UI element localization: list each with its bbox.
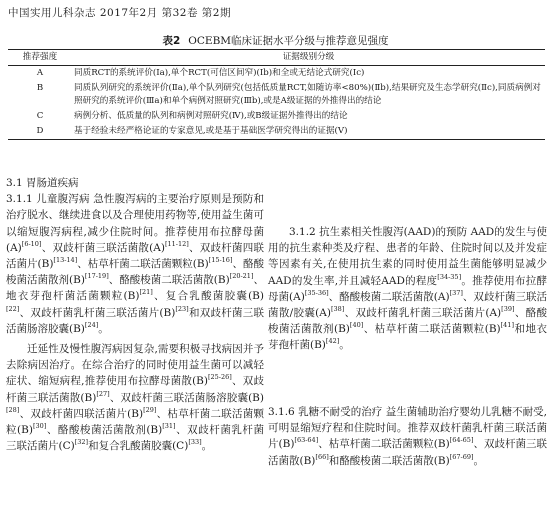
citation: [20-21] <box>229 272 254 281</box>
grade-cell: A <box>36 68 44 78</box>
citation: [25-26] <box>207 373 232 382</box>
table-row <box>8 81 545 109</box>
paragraph-diarrhea: 3.1.1 儿童腹泻病 急性腹泻病的主要治疗原则是预防和治疗脱水、继续进食以及合理使用药物等,使用益生菌可以缩短腹泻病程,减少住院时间。推荐使用布拉酵母菌(A)[6-10]、双歧杆菌三联活菌散(A)[11-12]、双歧杆菌四联活菌片(B)[13-14]、枯草杆菌二联活菌颗粒(B)[15-16]、酪酸梭菌活菌散剂(B)[17-19]、酪酸梭菌二联活菌散(B)[20-21]、地衣芽孢杆菌活菌颗粒(B)[21]、复合乳酸菌胶囊(B)[22]、双歧杆菌乳杆菌三联活菌片(B)[23]和双歧杆菌三联活菌肠溶胶囊(B)[24]。 <box>6 193 265 335</box>
header-evidence-level: 证据级别分级 <box>72 50 545 66</box>
citation: [41] <box>500 321 514 330</box>
citation: [21] <box>139 288 153 297</box>
paragraph-chronic-diarrhea: 迁延性及慢性腹泻病因复杂,需要积极寻找病因并予去除病因治疗。在综合治疗的同时使用益生菌可以减轻症状、缩短病程,推荐使用布拉酵母菌散(B)[25-26]、双歧杆菌三联活菌散(B)[27]、双歧杆菌三联活菌肠溶胶囊(B)[28]、双歧杆菌四联活菌片(B)[29]、枯草杆菌二联活菌颗粒(B)[30]、酪酸梭菌活菌散剂(B)[31]、双歧杆菌乳杆菌三联活菌片(C)[32]和复合乳酸菌胶囊(C)[33]。 <box>6 343 265 453</box>
citation: [37] <box>449 288 463 297</box>
citation: [27] <box>96 389 110 398</box>
table-header-row <box>8 50 545 66</box>
left-column <box>6 175 264 454</box>
table-row <box>8 109 545 124</box>
citation: [39] <box>501 305 515 314</box>
citation: [38] <box>330 305 345 314</box>
citation: [64-65] <box>449 436 474 445</box>
citation: [15-16] <box>208 256 233 265</box>
table-row <box>8 66 545 82</box>
right-column-aad <box>268 224 547 354</box>
citation: [66] <box>315 452 329 461</box>
table-caption <box>0 33 551 48</box>
citation: [11-12] <box>164 239 189 248</box>
citation: [67-69] <box>449 452 474 461</box>
citation: [29] <box>143 405 157 414</box>
citation: [31] <box>162 422 176 431</box>
grade-cell: B <box>36 83 44 93</box>
citation: [6-10] <box>21 239 42 248</box>
citation: [13-14] <box>53 256 78 265</box>
paragraph-aad: 3.1.2 抗生素相关性腹泻(AAD)的预防 AAD的发生与使用的抗生素种类及疗程、患者的年龄、住院时间以及并发症等因素有关,在使用抗生素的同时使用益生菌能够明显减少AAD的发生率,并且减轻AAD的程度[34-35]。推荐使用布拉酵母菌(A)[35-36]、酪酸梭菌二联活菌散(A)[37]、双歧杆菌三联活菌散/胶囊(A)[38]、双歧杆菌乳杆菌三联活菌片(A)[39]、酪酸梭菌活菌散剂(B)[40]、枯草杆菌二联活菌颗粒(B)[41]和地衣芽孢杆菌(B)[42]。 <box>268 226 548 352</box>
journal-header: 中国实用儿科杂志 2017年2月 第32卷 第2期 <box>8 7 231 19</box>
evidence-cell: 病例分析、低质量的队列和病例对照研究(Ⅳ),或B级证据外推得出的结论 <box>74 111 348 121</box>
citation: [34-35] <box>437 272 462 281</box>
citation: [30] <box>32 422 47 431</box>
paragraph-lactose-intolerance: 3.1.6 乳糖不耐受的治疗 益生菌辅助治疗婴幼儿乳糖不耐受,可明显缩短疗程和住院时间。推荐双歧杆菌乳杆菌三联活菌片(B)[63-64]、枯草杆菌二联活菌颗粒(B)[64-65]、双歧杆菌三联活菌散(B)[66]和酪酸梭菌二联活菌散(B)[67-69]。 <box>268 406 547 467</box>
evidence-grade-table <box>8 49 545 140</box>
right-column-lactose <box>268 404 547 469</box>
evidence-cell: 同质队列研究的系统评价(Ⅱa),单个队列研究(包括低质量RCT,如随访率<80%)(Ⅱb),结果研究及生态学研究(Ⅱc),同质病例对照研究的系统评价(Ⅲa)和单个病例对照研究(Ⅲb),或是A级证据的外推得出的结论 <box>74 83 541 106</box>
grade-cell: C <box>36 111 44 121</box>
citation: [35-36] <box>304 288 329 297</box>
section-heading: 3.1 胃肠道疾病 <box>6 177 79 189</box>
citation: [28] <box>6 405 20 414</box>
citation: [33] <box>188 438 202 447</box>
grade-cell: D <box>8 124 72 140</box>
citation: [24] <box>84 320 99 329</box>
citation: [40] <box>349 321 364 330</box>
citation: [63-64] <box>294 436 319 445</box>
evidence-cell: 同质RCT的系统评价(Ⅰa),单个RCT(可信区间窄)(Ⅰb)和全或无结论式研究(Ⅰc) <box>74 68 365 78</box>
evidence-cell: 基于经验未经严格论证的专家意见,或是基于基础医学研究得出的证据(Ⅴ) <box>72 124 545 140</box>
citation: [22] <box>6 304 20 313</box>
table-row <box>8 124 545 140</box>
table-label: 表2 <box>162 35 181 47</box>
header-recommendation: 推荐强度 <box>8 50 72 66</box>
table-title: OCEBM临床证据水平分级与推荐意见强度 <box>188 35 389 47</box>
citation: [32] <box>74 438 89 447</box>
citation: [17-19] <box>84 272 109 281</box>
citation: [23] <box>175 304 189 313</box>
citation: [42] <box>325 337 340 346</box>
